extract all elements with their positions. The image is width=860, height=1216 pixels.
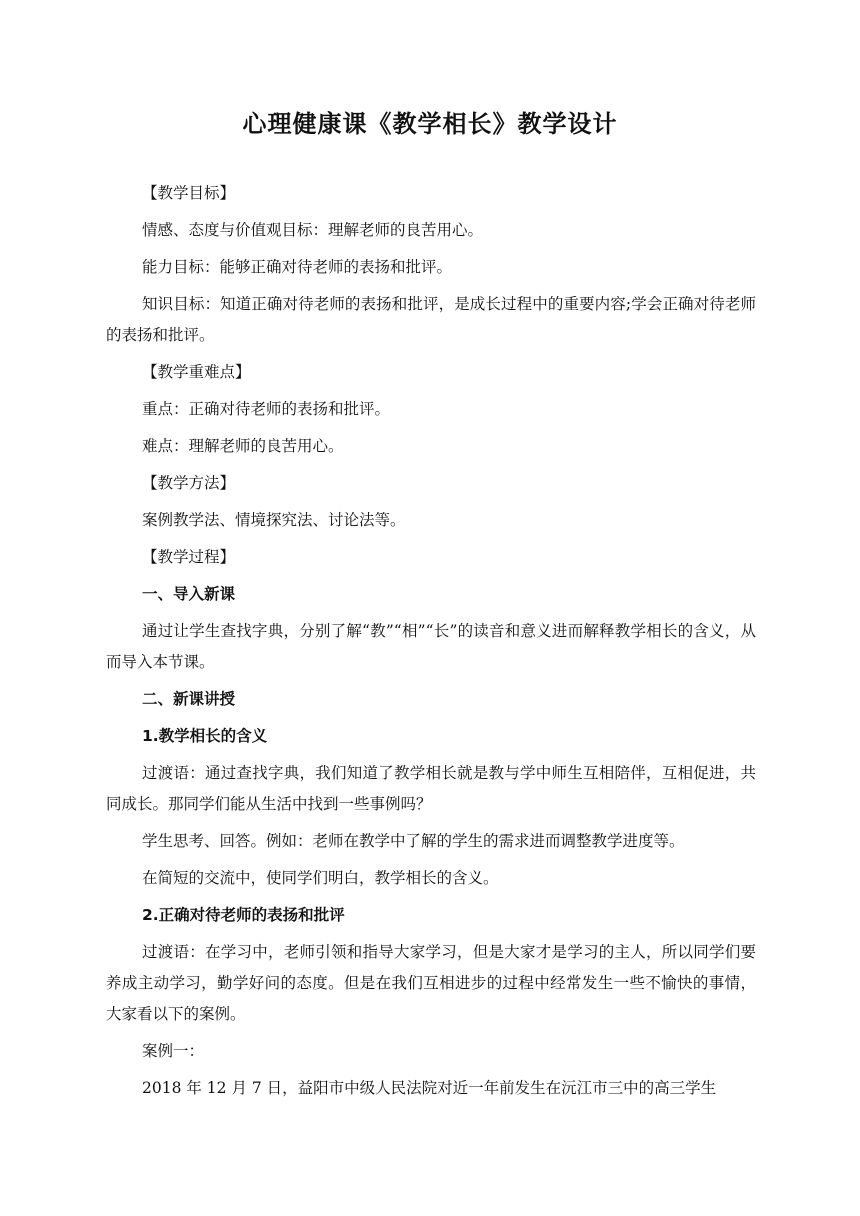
paragraph-methods: 案例教学法、情境探究法、讨论法等。	[142, 511, 406, 529]
paragraph-knowledge-goal: 知识目标：知道正确对待老师的表扬和批评，是成长过程中的重要内容;学会正确对待老师的表扬和批评。	[106, 295, 756, 344]
paragraph-key-point: 重点：正确对待老师的表扬和批评。	[142, 400, 391, 418]
paragraph-introduction: 通过让学生查找字典，分别了解“教”“相”“长”的读音和意义进而解释教学相长的含义，从而导入本节课。	[106, 622, 756, 671]
paragraph-student-answer: 学生思考、回答。例如：老师在教学中了解的学生的需求进而调整教学进度等。	[142, 832, 685, 850]
paragraph-summary: 在简短的交流中，使同学们明白，教学相长的含义。	[142, 869, 499, 887]
document-title: 心理健康课《教学相长》教学设计	[242, 110, 618, 138]
subheading-introduction: 一、导入新课	[142, 585, 236, 603]
section-heading-methods: 【教学方法】	[142, 474, 236, 492]
paragraph-difficult-point: 难点：理解老师的良苦用心。	[142, 437, 344, 455]
subheading-new-lesson: 二、新课讲授	[142, 690, 236, 708]
paragraph-emotion-goal: 情感、态度与价值观目标：理解老师的良苦用心。	[142, 221, 484, 239]
paragraph-ability-goal: 能力目标：能够正确对待老师的表扬和批评。	[142, 258, 453, 276]
paragraph-case-one-text: 2018 年 12 月 7 日，益阳市中级人民法院对近一年前发生在沅江市三中的高三学生	[142, 1079, 717, 1097]
document-body	[106, 178, 756, 1110]
section-heading-process: 【教学过程】	[142, 548, 236, 566]
paragraph-transition-2: 过渡语：在学习中，老师引领和指导大家学习，但是大家才是学习的主人，所以同学们要养成主动学习，勤学好问的态度。但是在我们互相进步的过程中经常发生一些不愉快的事情，大家看以下的案例。	[106, 943, 756, 1023]
section-heading-teaching-goals: 【教学目标】	[142, 184, 236, 202]
paragraph-transition-1: 过渡语：通过查找字典，我们知道了教学相长就是教与学中师生互相陪伴，互相促进，共同成长。那同学们能从生活中找到一些事例吗？	[106, 764, 756, 813]
subheading-meaning: 1.教学相长的含义	[142, 727, 268, 745]
section-heading-key-points: 【教学重难点】	[142, 363, 251, 381]
subheading-praise-criticism: 2.正确对待老师的表扬和批评	[142, 906, 345, 924]
paragraph-case-one-label: 案例一：	[142, 1042, 205, 1060]
